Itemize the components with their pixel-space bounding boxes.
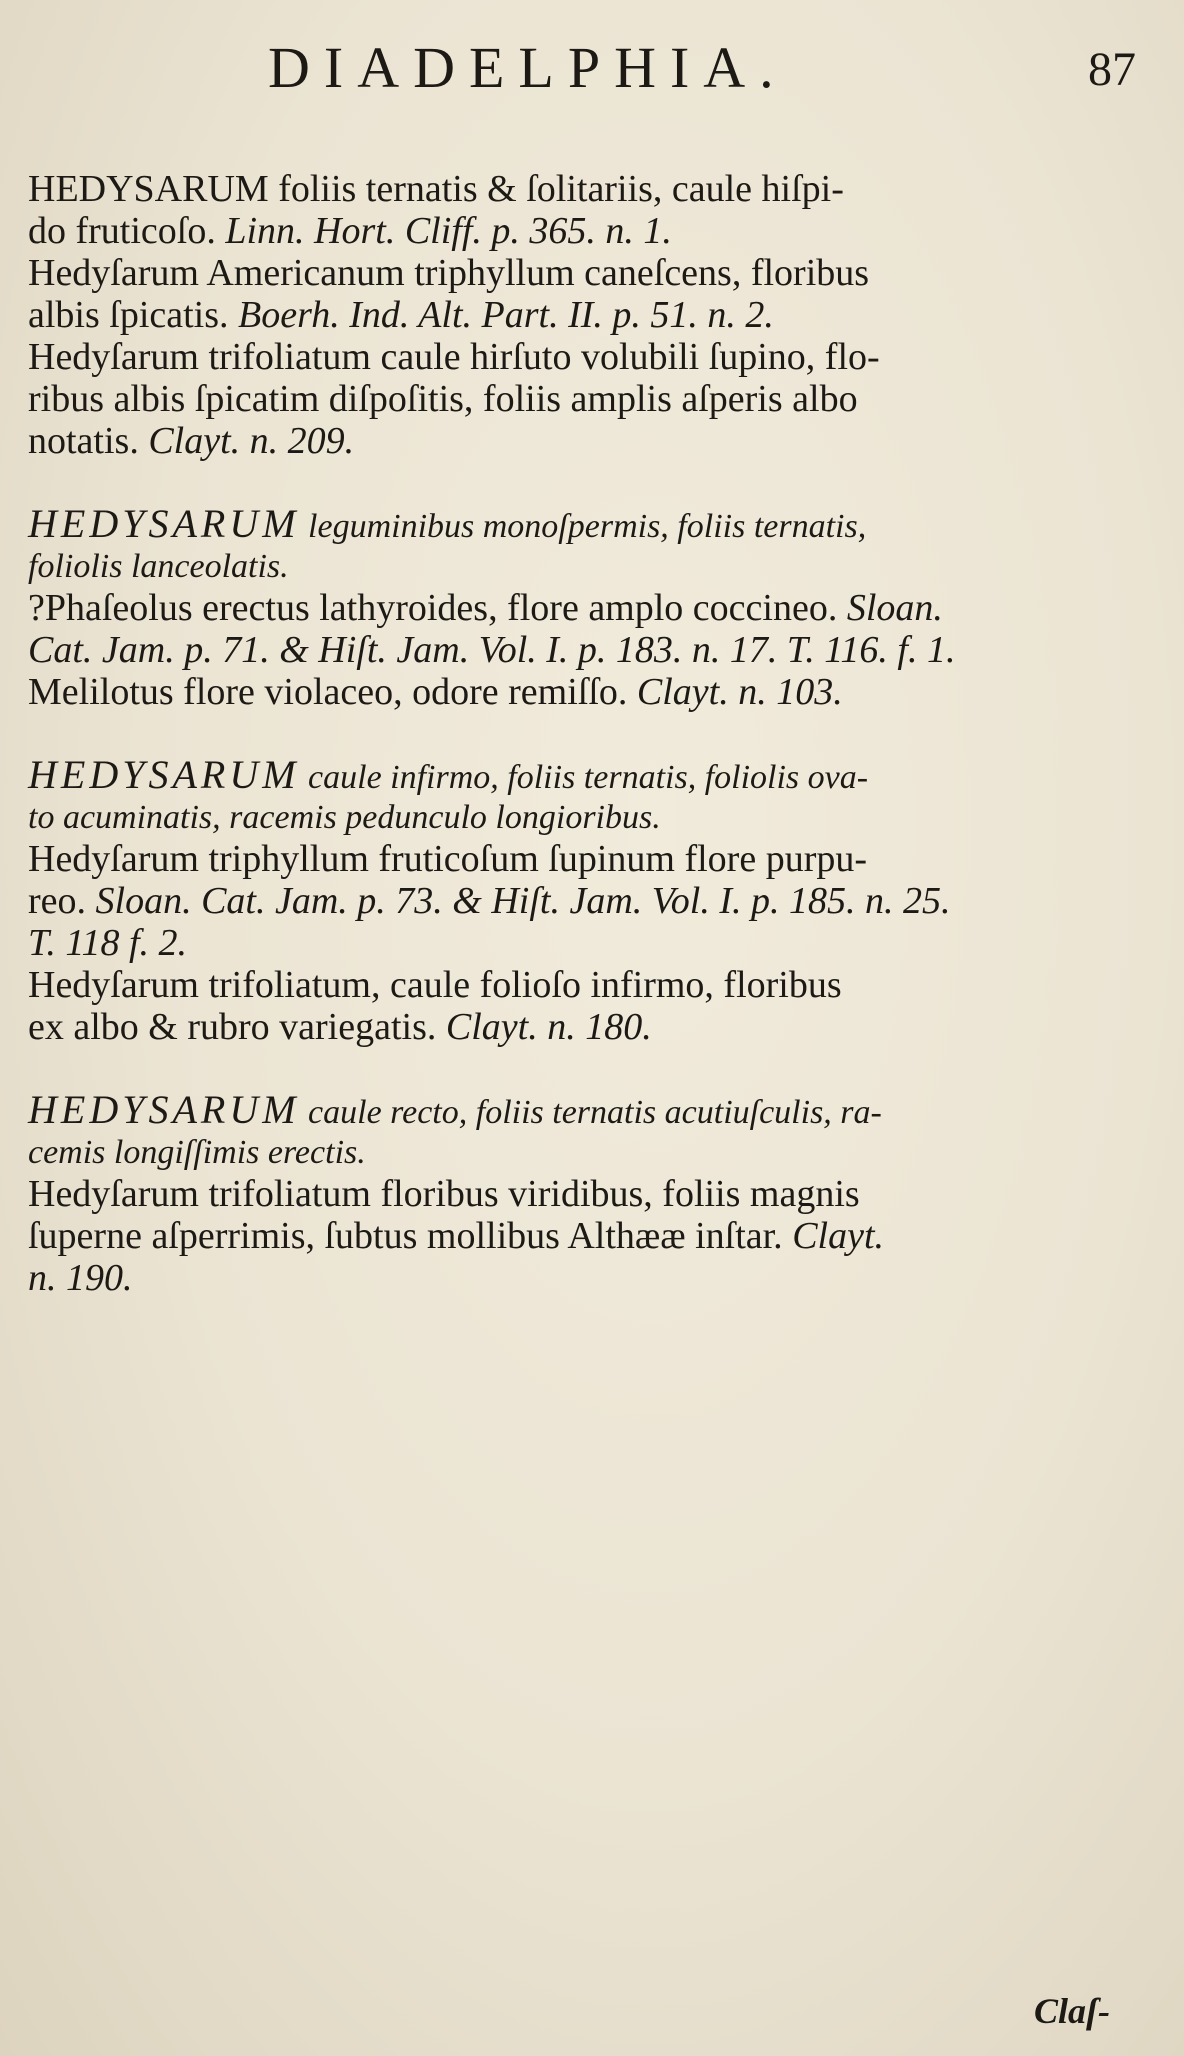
synonym-line [28,168,1138,210]
species-entry [28,501,1138,713]
synonym-text: ribus albis ſpicatim diſpoſitis, foliis amplis aſperis albo [28,378,858,420]
page-header [0,34,1184,104]
synonym-text: reo. [28,880,96,922]
citation-text: T. 118 f. 2. [28,922,188,964]
diagnosis-line [28,1087,1138,1133]
synonym-line [28,838,1138,880]
diagnosis-text: caule recto, foliis ternatis acutiuſculis, ra- [299,1094,882,1131]
synonym-line [28,294,1138,336]
citation-text: Clayt. n. 180. [445,1006,652,1048]
synonym-line [28,210,1138,252]
synonym-text: ex albo & rubro variegatis. [28,1006,446,1048]
synonym-line [28,1257,1138,1299]
citation-text: Sloan. Cat. Jam. p. 73. & Hiſt. Jam. Vol. I. p. 185. n. 25. [95,880,951,922]
citation-text: Boerh. Ind. Alt. Part. II. p. 51. n. 2. [238,294,774,336]
page-body [28,168,1138,1341]
diagnosis-text: foliolis lanceolatis. [28,548,289,585]
catchword: Claſ- [1034,1991,1110,2031]
synonym-text: notatis. [28,420,149,462]
running-head: DIADELPHIA. [268,35,788,100]
synonym-text: Hedyſarum Americanum triphyllum caneſcens, floribus [28,252,870,294]
synonym-text: Hedyſarum trifoliatum floribus viridibus, foliis magnis [28,1173,860,1215]
diagnosis-line [28,1133,1138,1173]
citation-text: Cat. Jam. p. 71. & Hiſt. Jam. Vol. I. p. 183. n. 17. T. 116. f. 1. [28,629,956,671]
synonym-text: Hedyſarum trifoliatum caule hirſuto volubili ſupino, flo- [28,336,880,378]
synonym-text: Melilotus flore violaceo, odore remiſſo. [28,671,637,713]
synonym-line [28,1215,1138,1257]
synonym-line [28,880,1138,922]
synonym-text: do fruticoſo. [28,210,226,252]
synonym-text: Hedyſarum trifoliatum, caule folioſo infirmo, floribus [28,964,842,1006]
species-entry [28,752,1138,1048]
synonym-line [28,252,1138,294]
synonym-text: HEDYSARUM foliis ternatis & ſolitariis, caule hiſpi- [28,168,844,210]
genus-name: HEDYSARUM [28,752,300,797]
diagnosis-line [28,752,1138,798]
diagnosis-text: caule infirmo, foliis ternatis, foliolis ova- [299,759,869,796]
diagnosis-text: leguminibus monoſpermis, foliis ternatis, [299,508,867,545]
synonym-line [28,671,1138,713]
diagnosis-text: to acuminatis, racemis pedunculo longioribus. [28,799,661,836]
synonym-line [28,378,1138,420]
species-entry [28,1087,1138,1299]
synonym-line [28,1173,1138,1215]
genus-name: HEDYSARUM [28,1087,300,1132]
synonym-line [28,420,1138,462]
synonym-text: Hedyſarum triphyllum fruticoſum ſupinum flore purpu- [28,838,868,880]
diagnosis-text: cemis longiſſimis erectis. [28,1134,366,1171]
diagnosis-line [28,547,1138,587]
citation-text: Clayt. [792,1215,885,1257]
synonym-text: ?Phaſeolus erectus lathyroides, flore amplo coccineo. [28,587,847,629]
citation-text: Clayt. n. 103. [636,671,843,713]
synonym-line [28,629,1138,671]
diagnosis-line [28,501,1138,547]
genus-name: HEDYSARUM [28,501,300,546]
synonym-line [28,922,1138,964]
synonym-text: albis ſpicatis. [28,294,239,336]
synonym-line [28,964,1138,1006]
citation-text: Clayt. n. 209. [148,420,355,462]
diagnosis-line [28,798,1138,838]
synonym-line [28,587,1138,629]
species-entry [28,168,1138,462]
synonym-text: ſuperne aſperrimis, ſubtus mollibus Althææ inſtar. [28,1215,793,1257]
citation-text: Sloan. [846,587,943,629]
citation-text: Linn. Hort. Cliff. p. 365. n. 1. [225,210,672,252]
synonym-line [28,336,1138,378]
page-number: 87 [1088,43,1136,96]
synonym-line [28,1006,1138,1048]
citation-text: n. 190. [28,1257,133,1299]
